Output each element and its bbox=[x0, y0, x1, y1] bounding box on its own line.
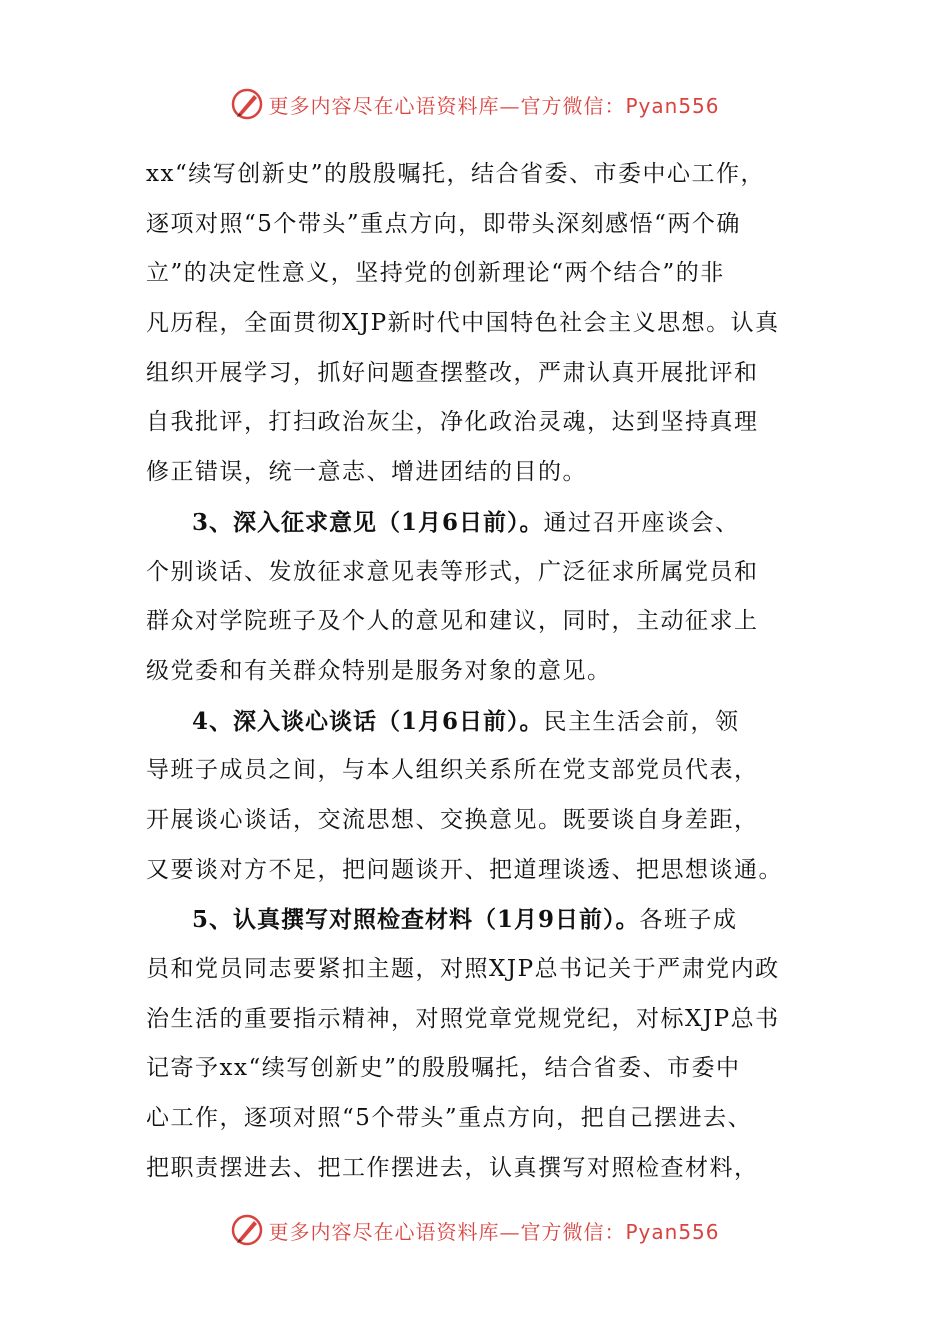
text-line: 导班子成员之间，与本人组织关系所在党支部党员代表， bbox=[146, 757, 759, 784]
wechat-id: Pyan556 bbox=[625, 1219, 720, 1244]
text-line: 自我批评，打扫政治灰尘，净化政治灵魂，达到坚持真理 bbox=[146, 409, 759, 436]
text-line: 凡历程，全面贯彻XJP新时代中国特色社会主义思想。认真 bbox=[146, 310, 780, 337]
text-line: 修正错误，统一意志、增进团结的目的。 bbox=[146, 459, 587, 486]
text-line: xx“续写创新史”的殷殷嘱托，结合省委、市委中心工作， bbox=[146, 161, 765, 187]
watermark-title: 更多内容尽在心语资料库 bbox=[268, 93, 500, 118]
document-body bbox=[146, 150, 810, 1193]
wechat-id: Pyan556 bbox=[625, 93, 720, 118]
watermark-separator: — bbox=[499, 93, 521, 118]
text-line: 逐项对照“5个带头”重点方向，即带头深刻感悟“两个确 bbox=[146, 210, 741, 237]
text-line: 记寄予xx“续写创新史”的殷殷嘱托，结合省委、市委中 bbox=[146, 1055, 741, 1082]
watermark-separator: — bbox=[499, 1219, 521, 1244]
watermark-text bbox=[268, 90, 719, 119]
paragraph-first-line bbox=[146, 895, 810, 945]
pen-circle-logo-icon bbox=[230, 1213, 264, 1247]
text-line: 级党委和有关群众特别是服务对象的意见。 bbox=[146, 657, 612, 684]
pen-circle-logo-icon bbox=[230, 87, 264, 121]
text-line: 立”的决定性意义，坚持党的创新理论“两个结合”的非 bbox=[146, 260, 725, 287]
footer-watermark-banner bbox=[0, 1210, 950, 1250]
text-line: 心工作，逐项对照“5个带头”重点方向，把自己摆进去、 bbox=[146, 1105, 753, 1132]
text-line: 开展谈心谈话，交流思想、交换意见。既要谈自身差距， bbox=[146, 806, 759, 833]
section-heading: 4、深入谈心谈话（1月6日前）。 bbox=[192, 707, 544, 735]
paragraph-first-line bbox=[146, 697, 810, 747]
text-line: 群众对学院班子及个人的意见和建议，同时，主动征求上 bbox=[146, 608, 759, 635]
watermark-title: 更多内容尽在心语资料库 bbox=[268, 1219, 500, 1244]
wechat-prefix: 官方微信： bbox=[520, 1219, 626, 1244]
header-watermark-banner bbox=[0, 84, 950, 124]
text-line: 又要谈对方不足，把问题谈开、把道理谈透、把思想谈通。 bbox=[146, 856, 783, 883]
section-heading: 3、深入征求意见（1月6日前）。 bbox=[192, 508, 544, 536]
wechat-prefix: 官方微信： bbox=[520, 93, 626, 118]
text-line: 员和党员同志要紧扣主题，对照XJP总书记关于严肃党内政 bbox=[146, 956, 780, 982]
text-line: 治生活的重要指示精神，对照党章党规党纪，对标XJP总书 bbox=[146, 1005, 780, 1032]
text-run: 各班子成 bbox=[639, 907, 738, 934]
paragraph-first-line bbox=[146, 498, 810, 548]
text-line: 把职责摆进去、把工作摆进去，认真撰写对照检查材料， bbox=[146, 1154, 759, 1181]
text-line: 组织开展学习，抓好问题查摆整改，严肃认真开展批评和 bbox=[146, 359, 759, 386]
text-run: 民主生活会前，领 bbox=[543, 708, 740, 735]
text-run: 通过召开座谈会、 bbox=[543, 509, 740, 536]
watermark-text bbox=[268, 1216, 719, 1245]
section-heading: 5、认真撰写对照检查材料（1月9日前）。 bbox=[192, 906, 640, 934]
text-line: 个别谈话、发放征求意见表等形式，广泛征求所属党员和 bbox=[146, 558, 759, 585]
